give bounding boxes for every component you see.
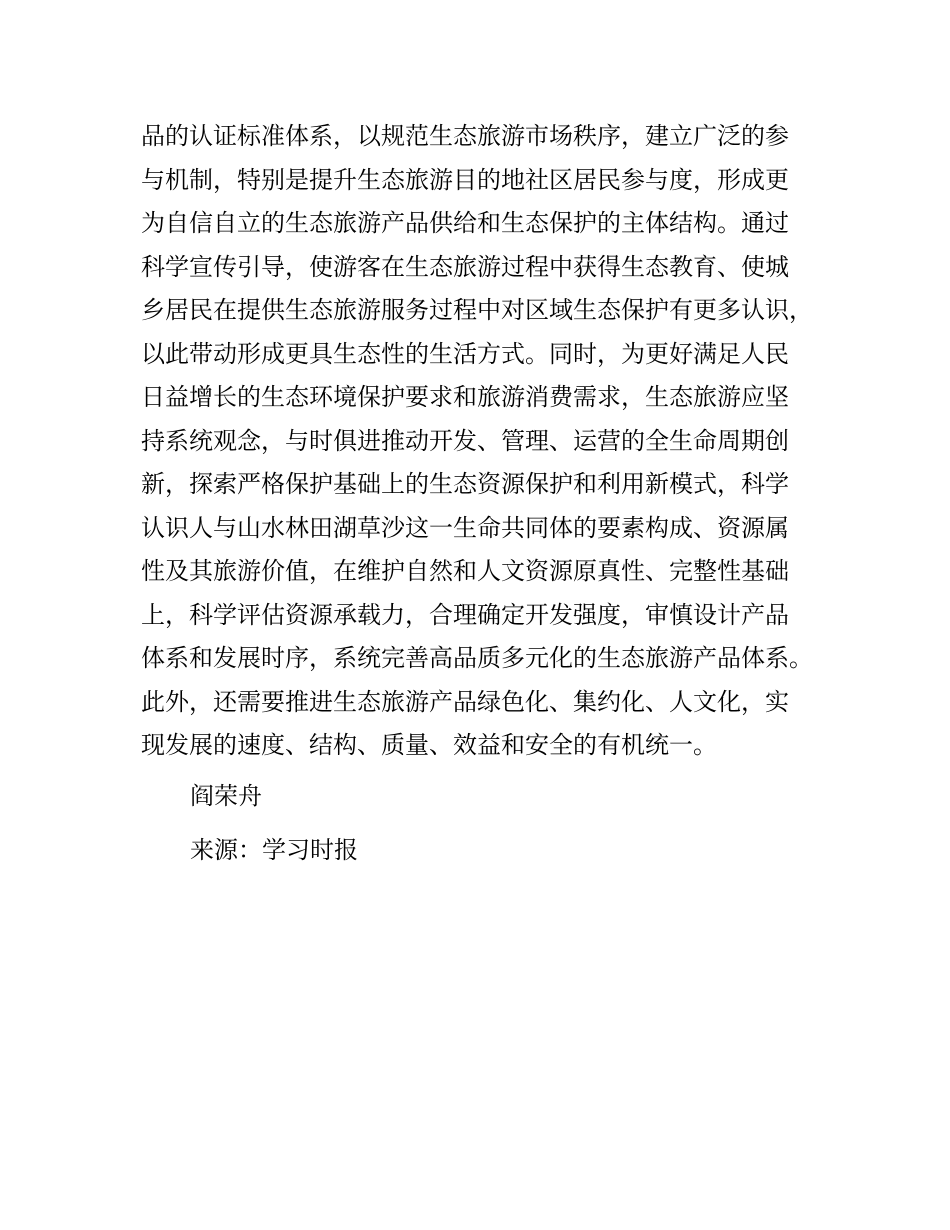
paragraph-line: 与机制，特别是提升生态旅游目的地社区居民参与度，形成更 <box>141 165 789 194</box>
paragraph-line: 科学宣传引导，使游客在生态旅游过程中获得生态教育、使城 <box>141 252 789 281</box>
paragraph-line: 持系统观念，与时俱进推动开发、管理、运营的全生命周期创 <box>141 426 789 455</box>
paragraph-line: 品的认证标准体系，以规范生态旅游市场秩序，建立广泛的参 <box>141 122 789 150</box>
author-name: 阎荣舟 <box>190 782 262 810</box>
paragraph-line: 上，科学评估资源承载力，合理确定开发强度，审慎设计产品 <box>141 600 789 629</box>
paragraph-line: 以此带动形成更具生态性的生活方式。同时，为更好满足人民 <box>141 339 789 368</box>
paragraph-line: 认识人与山水林田湖草沙这一生命共同体的要素构成、资源属 <box>141 513 789 542</box>
paragraph-line: 为自信自立的生态旅游产品供给和生态保护的主体结构。通过 <box>141 209 789 237</box>
paragraph-line: 此外，还需要推进生态旅游产品绿色化、集约化、人文化，实 <box>141 687 789 716</box>
paragraph-line: 乡居民在提供生态旅游服务过程中对区域生态保护有更多认识， <box>141 296 813 324</box>
paragraph-line: 现发展的速度、结构、质量、效益和安全的有机统一。 <box>141 731 717 759</box>
paragraph-line: 性及其旅游价值，在维护自然和人文资源原真性、完整性基础 <box>141 557 789 585</box>
paragraph-line: 新，探索严格保护基础上的生态资源保护和利用新模式，科学 <box>141 470 789 498</box>
paragraph-line: 日益增长的生态环境保护要求和旅游消费需求，生态旅游应坚 <box>141 383 789 411</box>
source-line: 来源：学习时报 <box>190 836 358 864</box>
paragraph-line: 体系和发展时序，系统完善高品质多元化的生态旅游产品体系。 <box>141 644 813 672</box>
article-body <box>141 115 813 768</box>
